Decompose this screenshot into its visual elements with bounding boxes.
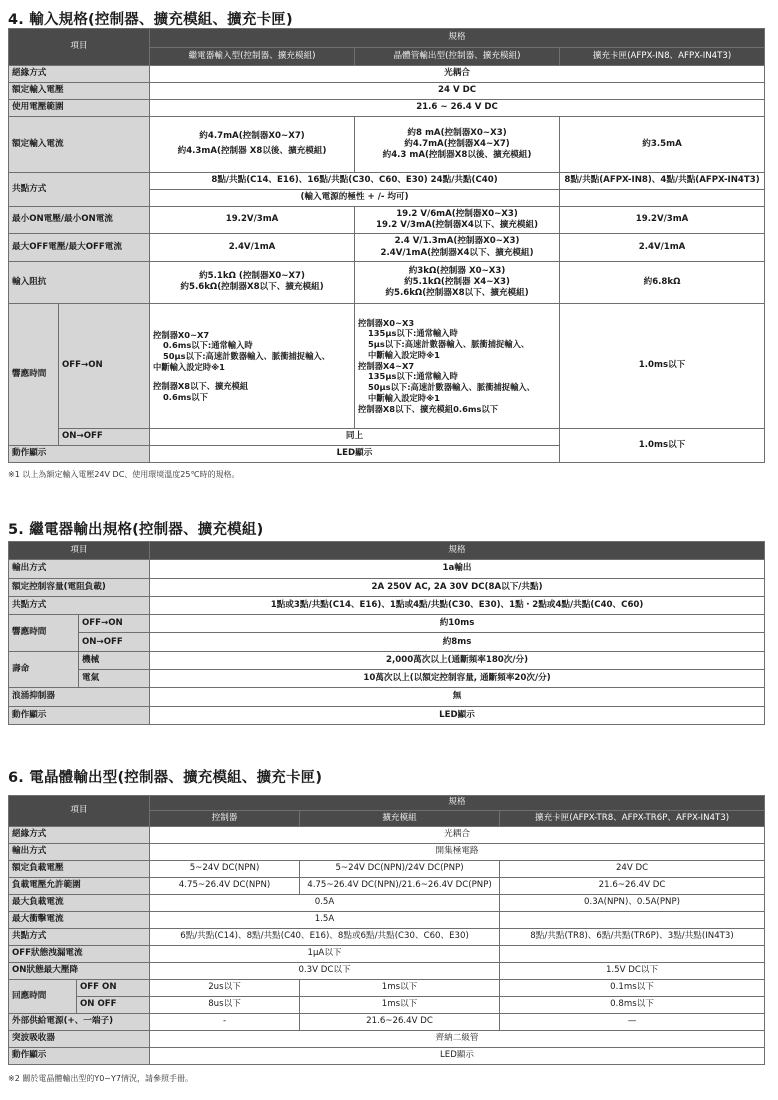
row-label: 最大OFF電壓/最大OFF電流 — [9, 234, 150, 262]
impedance-relay: 約5.1kΩ (控制器X0~X7) 約5.6kΩ(控制器X8以下、擴充模組) — [150, 261, 355, 303]
header-spec: 規格 — [150, 796, 765, 811]
impedance-transistor: 約3kΩ(控制器 X0~X3) 約5.1kΩ(控制器 X4~X3) 約5.6kΩ(控制器X8以下、擴充模組) — [355, 261, 560, 303]
cell-controller-module: 0.5A — [150, 894, 500, 911]
row-label: 共點方式 — [9, 928, 150, 945]
row-value: LED顯示 — [150, 445, 560, 462]
response-on-label: OFF→ON — [79, 615, 150, 633]
life-elec-value: 10萬次以上(以額定控制容量, 通斷頻率20次/分) — [150, 670, 765, 688]
row-value: LED顯示 — [150, 706, 765, 724]
row-label: 動作顯示 — [9, 445, 150, 462]
section4-note: ※1 以上為額定輸入電壓24V DC、使用環境溫度25℃時的規格。 — [8, 470, 240, 479]
row-label: 額定輸入電流 — [9, 116, 150, 172]
row-label: 負載電壓允許範圍 — [9, 877, 150, 894]
header-col-cassette: 擴充卡匣(AFPX-IN8、AFPX-IN4T3) — [560, 48, 765, 66]
cell-controller-module: 1.5A — [150, 911, 500, 928]
row-label: 動作顯示 — [9, 706, 150, 724]
common-relay-transistor: 8點/共點(C14、E16)、16點/共點(C30、C60、E30) 24點/共點(C40) — [150, 172, 560, 189]
row-label: 絕緣方式 — [9, 66, 150, 83]
common-cassette: 8點/共點(AFPX-IN8)、4點/共點(AFPX-IN4T3) — [560, 172, 765, 189]
header-col-module: 擴充模組 — [300, 810, 500, 826]
cell-cassette: 0.1ms以下 — [500, 979, 765, 996]
relay-output-table — [8, 541, 765, 725]
row-label: 共點方式 — [9, 172, 150, 206]
cell-controller: - — [150, 1013, 300, 1030]
response-label: 回應時間 — [9, 979, 77, 1013]
row-label: 最大衝擊電流 — [9, 911, 150, 928]
row-label: 最小ON電壓/最小ON電流 — [9, 206, 150, 234]
cell-controller-module: 1μA以下 — [150, 945, 500, 962]
response-off-cassette: 1.0ms以下 — [560, 429, 765, 463]
cell-cassette: 1.5V DC以下 — [500, 962, 765, 979]
life-mech-value: 2,000萬次以上(通斷頻率180次/分) — [150, 651, 765, 669]
section6-note: ※2 關於電晶體輸出型的Y0~Y7情況，請參照手冊。 — [8, 1074, 193, 1083]
response-label: 響應時間 — [9, 304, 59, 446]
row-label: 共點方式 — [9, 596, 150, 614]
row-label: 使用電壓範圍 — [9, 99, 150, 116]
section5-title: 5. 繼電器輸出規格(控制器、擴充模組) — [8, 522, 264, 538]
rated-current-relay: 約4.7mA(控制器X0~X7) 約4.3mA(控制器 X8以後、擴充模組) — [150, 116, 355, 172]
header-col-cassette: 擴充卡匣(AFPX-TR8、AFPX-TR6P、AFPX-IN4T3) — [500, 810, 765, 826]
cell-cassette: 21.6~26.4V DC — [500, 877, 765, 894]
min-on-cassette: 19.2V/3mA — [560, 206, 765, 234]
cell-controller: 2us以下 — [150, 979, 300, 996]
row-label: OFF狀態洩漏電流 — [9, 945, 150, 962]
cell-controller: 4.75~26.4V DC(NPN) — [150, 877, 300, 894]
row-label: 額定控制容量(電阻負載) — [9, 578, 150, 596]
row-label: 浪涌抑制器 — [9, 688, 150, 706]
header-item: 項目 — [9, 542, 150, 560]
life-mech-label: 機械 — [79, 651, 150, 669]
row-value: 光耦合 — [150, 826, 765, 843]
max-off-relay: 2.4V/1mA — [150, 234, 355, 262]
row-label: 動作顯示 — [9, 1047, 150, 1064]
transistor-output-table — [8, 795, 765, 1065]
cell-controller: 5~24V DC(NPN) — [150, 860, 300, 877]
response-on-relay: 控制器X0~X7 0.6ms以下:通常輸入時 50μs以下:高速計數器輸入、脈衝捕捉輸入、 中斷輸入設定時※1 控制器X8以下、擴充模組 0.6ms以下 — [150, 304, 355, 429]
header-col-transistor: 晶體管輸出型(控制器、擴充模組) — [355, 48, 560, 66]
row-label: 額定輸入電壓 — [9, 82, 150, 99]
response-off-label: ON→OFF — [59, 429, 150, 446]
cell-cassette — [500, 911, 765, 928]
row-label: 突波吸收器 — [9, 1030, 150, 1047]
common-empty — [560, 189, 765, 206]
cell-cassette: 0.3A(NPN)、0.5A(PNP) — [500, 894, 765, 911]
row-label: 額定負載電壓 — [9, 860, 150, 877]
cell-cassette — [500, 945, 765, 962]
cell-module: 4.75~26.4V DC(NPN)/21.6~26.4V DC(PNP) — [300, 877, 500, 894]
cell-cassette: 24V DC — [500, 860, 765, 877]
min-on-transistor: 19.2 V/6mA(控制器X0~X3) 19.2 V/3mA(控制器X4以下、擴充模組) — [355, 206, 560, 234]
life-label: 壽命 — [9, 651, 79, 688]
cell-module: 21.6~26.4V DC — [300, 1013, 500, 1030]
response-off-label: ON OFF — [77, 996, 150, 1013]
response-off-label: ON→OFF — [79, 633, 150, 651]
header-spec: 規格 — [150, 542, 765, 560]
row-label: 絕緣方式 — [9, 826, 150, 843]
row-value: 開集極電路 — [150, 843, 765, 860]
header-item: 項目 — [9, 796, 150, 827]
response-off-same: 同上 — [150, 429, 560, 446]
row-value: 21.6 ~ 26.4 V DC — [150, 99, 765, 116]
cell-module: 1ms以下 — [300, 979, 500, 996]
life-elec-label: 電氣 — [79, 670, 150, 688]
cell-cassette: 0.8ms以下 — [500, 996, 765, 1013]
response-on-cassette: 1.0ms以下 — [560, 304, 765, 429]
row-value: 1a輸出 — [150, 560, 765, 578]
header-col-controller: 控制器 — [150, 810, 300, 826]
response-on-label: OFF→ON — [59, 304, 150, 429]
response-on-transistor: 控制器X0~X3 135μs以下:通常輸入時 5μs以下:高速計數器輸入、脈衝捕捉輸入、 中斷輸入設定時※1 控制器X4~X7 135μs以下:通常輸入時 50μs以下:高速計數器輸入、脈衝捕捉輸入、 中斷輸入設定時※1 控制器X8以下、擴充模組0.6ms以下 — [355, 304, 560, 429]
cell-module: 5~24V DC(NPN)/24V DC(PNP) — [300, 860, 500, 877]
row-value: 2A 250V AC, 2A 30V DC(8A以下/共點) — [150, 578, 765, 596]
row-label: 外部供給電源(+、一端子) — [9, 1013, 150, 1030]
row-value: LED顯示 — [150, 1047, 765, 1064]
response-label: 響應時間 — [9, 615, 79, 652]
header-col-relay: 繼電器輸入型(控制器、擴充模組) — [150, 48, 355, 66]
response-off-value: 約8ms — [150, 633, 765, 651]
row-value: 無 — [150, 688, 765, 706]
row-value: 齊納二級管 — [150, 1030, 765, 1047]
rated-current-transistor: 約8 mA(控制器X0~X3) 約4.7mA(控制器X4~X7) 約4.3 mA(控制器X8以後、擴充模組) — [355, 116, 560, 172]
row-value: 1點或3點/共點(C14、E16)、1點或4點/共點(C30、E30)、1點・2點或4點/共點(C40、C60) — [150, 596, 765, 614]
cell-controller-module: 6點/共點(C14)、8點/共點(C40、E16)、8點或6點/共點(C30、C60、E30) — [150, 928, 500, 945]
common-polarity: (輸入電源的極性 + /- 均可) — [150, 189, 560, 206]
header-spec: 規格 — [150, 29, 765, 48]
cell-cassette: 8點/共點(TR8)、6點/共點(TR6P)、3點/共點(IN4T3) — [500, 928, 765, 945]
section6-title: 6. 電晶體輸出型(控制器、擴充模組、擴充卡匣) — [8, 770, 323, 786]
row-label: 最大負載電流 — [9, 894, 150, 911]
row-label: 輸出方式 — [9, 560, 150, 578]
impedance-cassette: 約6.8kΩ — [560, 261, 765, 303]
header-item: 項目 — [9, 29, 150, 66]
cell-cassette: — — [500, 1013, 765, 1030]
max-off-transistor: 2.4 V/1.3mA(控制器X0~X3) 2.4V/1mA(控制器X4以下、擴充模組) — [355, 234, 560, 262]
section4-title: 4. 輸入規格(控制器、擴充模組、擴充卡匣) — [8, 12, 293, 28]
cell-module: 1ms以下 — [300, 996, 500, 1013]
min-on-relay: 19.2V/3mA — [150, 206, 355, 234]
max-off-cassette: 2.4V/1mA — [560, 234, 765, 262]
row-label: 輸出方式 — [9, 843, 150, 860]
response-on-label: OFF ON — [77, 979, 150, 996]
row-value: 光耦合 — [150, 66, 765, 83]
row-value: 24 V DC — [150, 82, 765, 99]
cell-controller: 8us以下 — [150, 996, 300, 1013]
rated-current-cassette: 約3.5mA — [560, 116, 765, 172]
row-label: ON狀態最大壓降 — [9, 962, 150, 979]
response-on-value: 約10ms — [150, 615, 765, 633]
cell-controller-module: 0.3V DC以下 — [150, 962, 500, 979]
row-label: 輸入阻抗 — [9, 261, 150, 303]
input-spec-table — [8, 28, 765, 463]
